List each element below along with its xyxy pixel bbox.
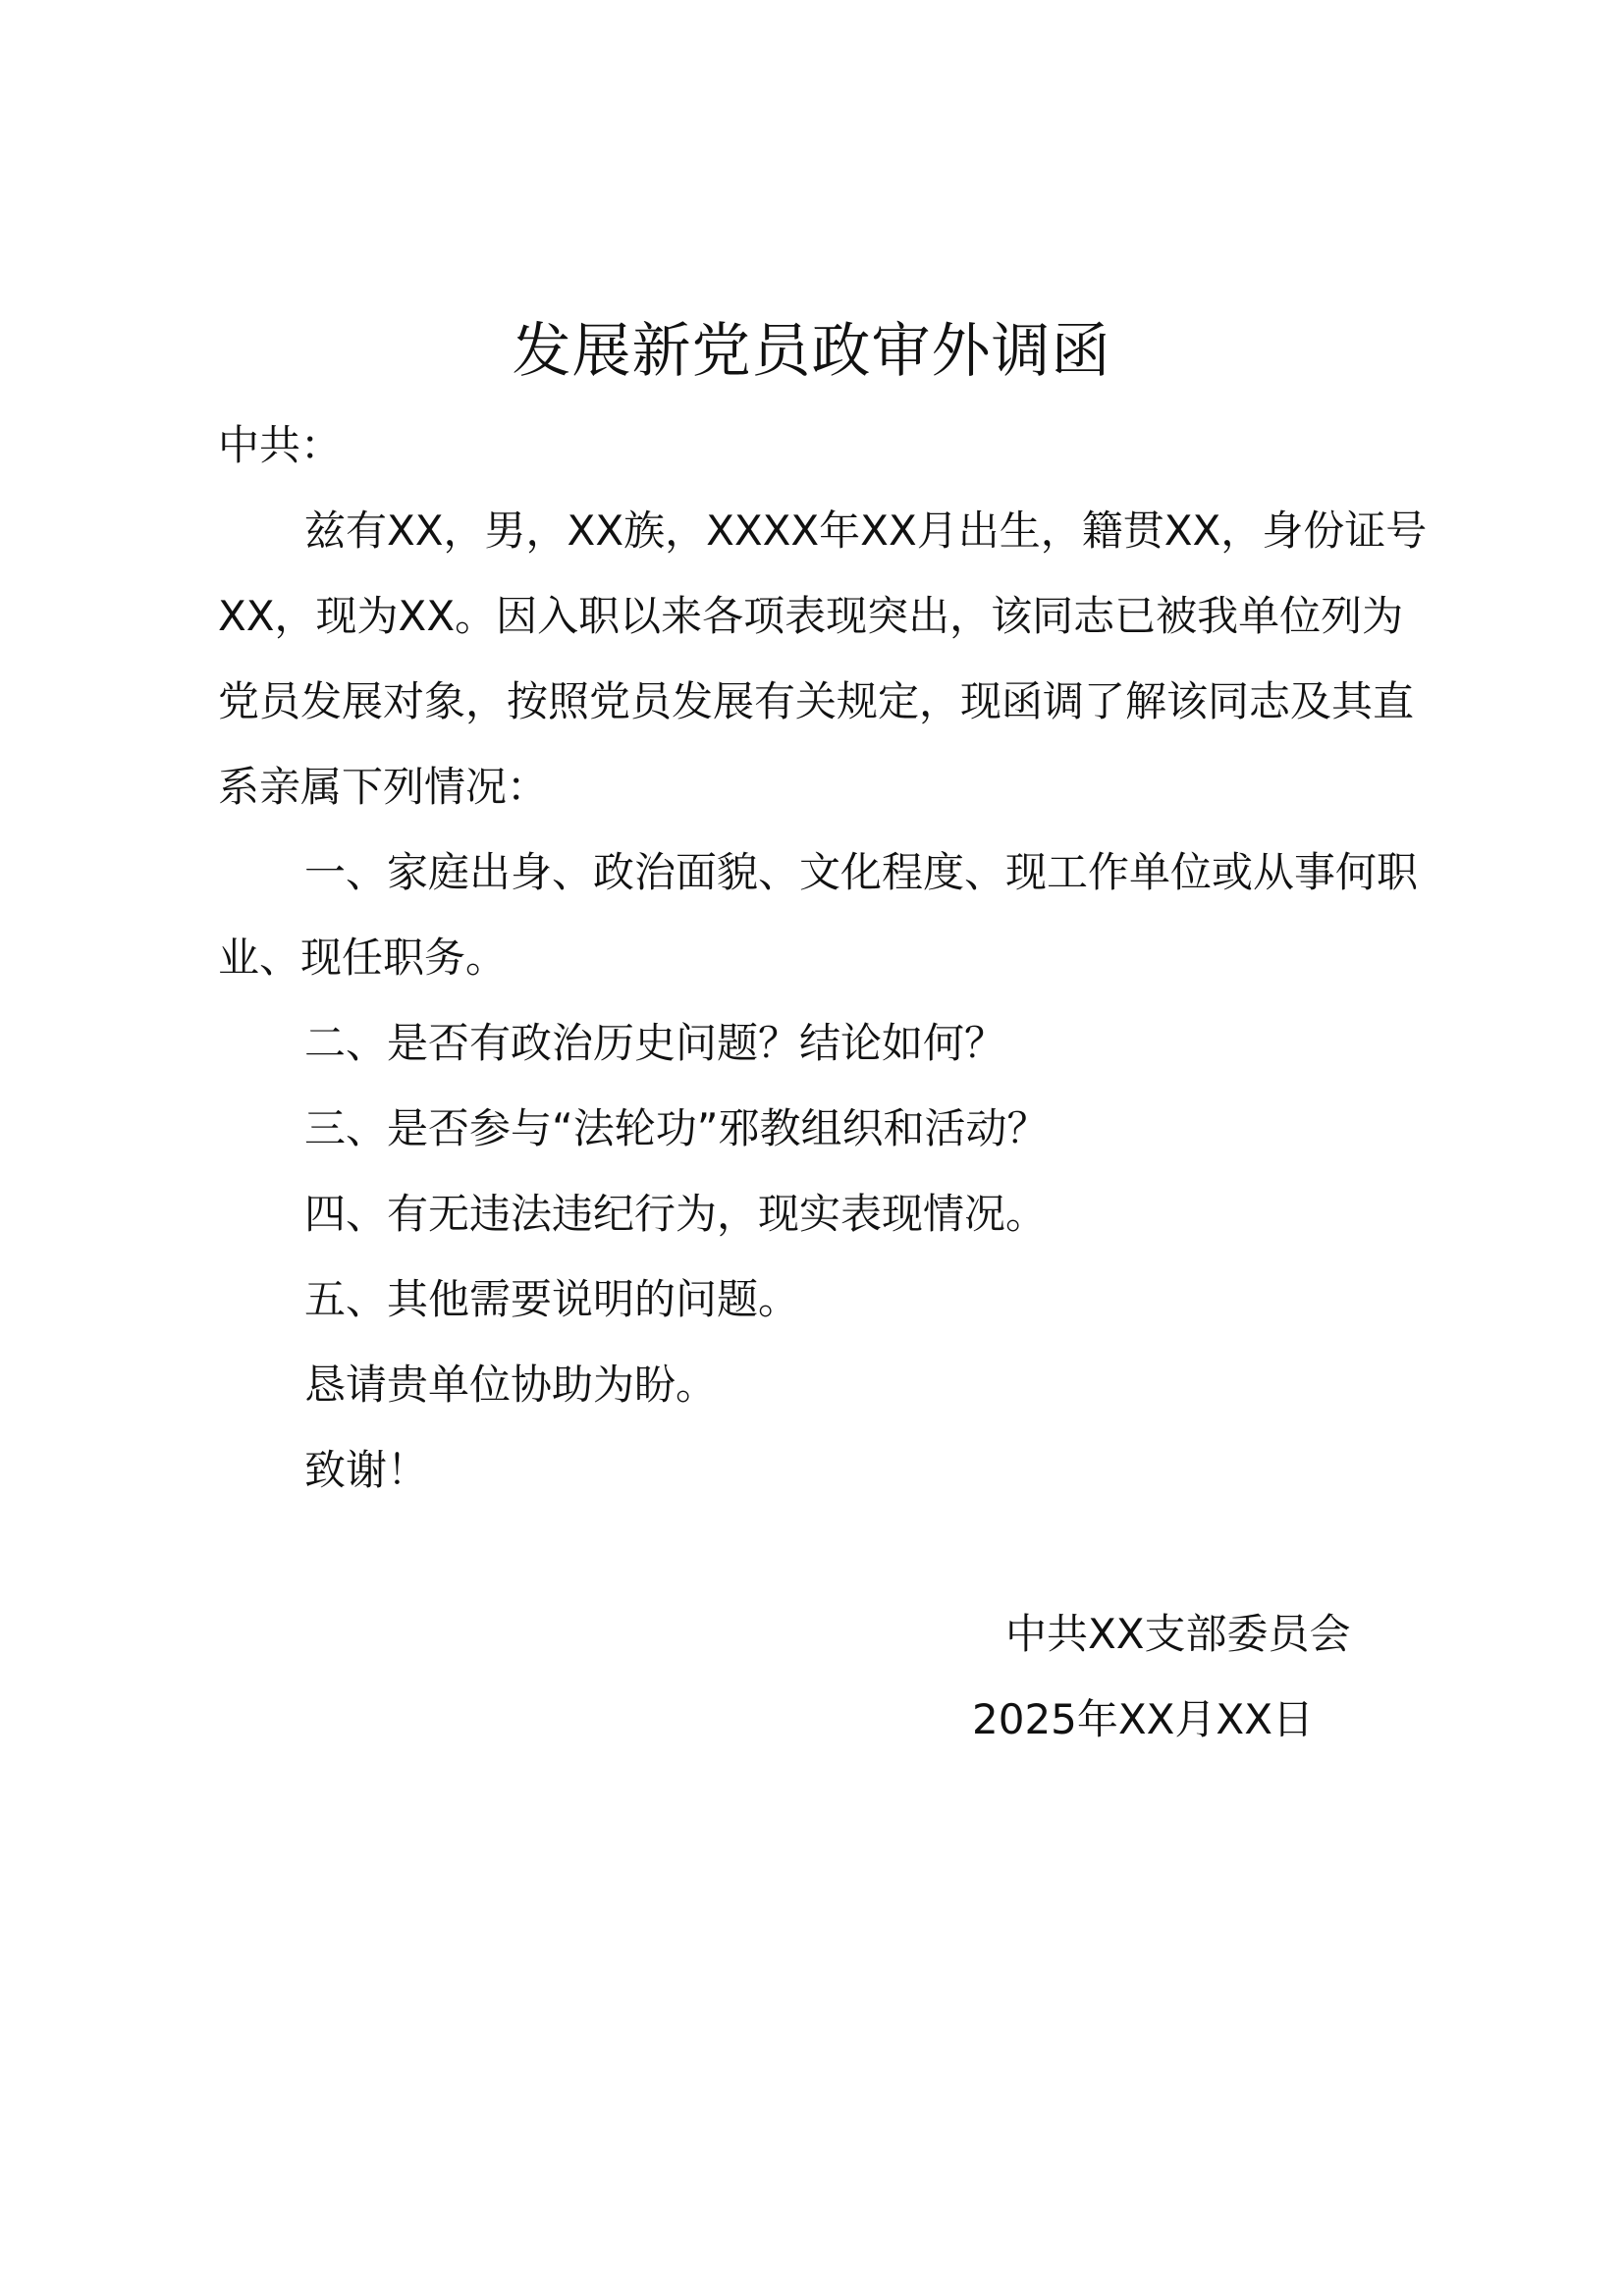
salutation: 中共：: [218, 421, 343, 469]
document-title: 发展新党员政审外调函: [512, 317, 1111, 386]
intro-paragraph: 兹有XX，男，XX族，XXXX年XX月出生，籍贯XX，身份证号XX，现为XX。因入职以来各项表现突出，该同志已被我单位列为党员发展对象，按照党员发展有关规定，现函调了解该同志及其直系亲属下列情况：: [218, 507, 1428, 811]
item-5: 五、其他需要说明的问题。: [304, 1275, 800, 1323]
item-2: 二、是否有政治历史问题？结论如何？: [304, 1019, 1006, 1067]
letter-body: [218, 402, 1435, 1513]
signature-date: 2025年XX月XX日: [972, 1695, 1314, 1743]
thanks-line: 致谢！: [304, 1446, 429, 1494]
signature-organization: 中共XX支部委员会: [1005, 1610, 1351, 1658]
item-1: 一、家庭出身、政治面貌、文化程度、现工作单位或从事何职业、现任职务。: [218, 848, 1419, 982]
request-line: 恳请贵单位协助为盼。: [304, 1361, 718, 1409]
item-4: 四、有无违法违纪行为，现实表现情况。: [304, 1190, 1048, 1238]
item-3: 三、是否参与“法轮功”邪教组织和活动？: [304, 1104, 1049, 1152]
